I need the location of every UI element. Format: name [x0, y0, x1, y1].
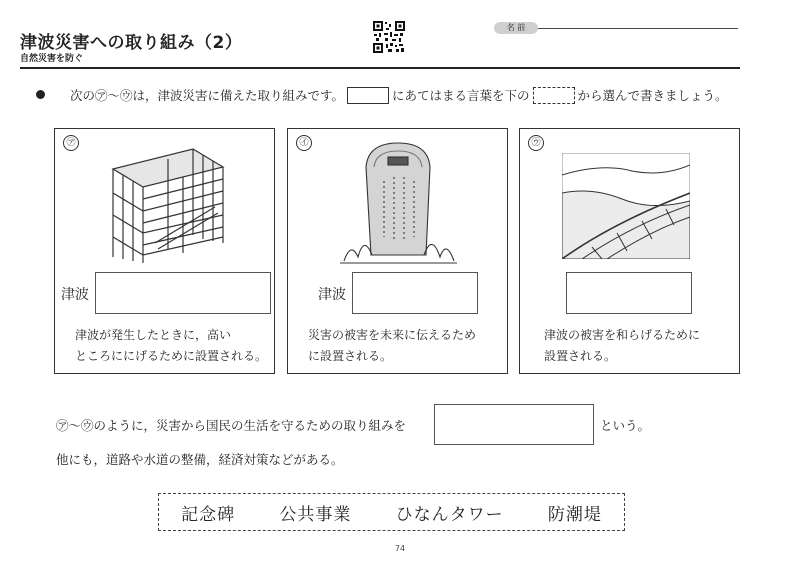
page-number: 74 — [394, 544, 406, 553]
seawall-image — [562, 153, 690, 259]
word-bank-item: ひなんタワー — [395, 504, 504, 525]
card-c-mark: ㋒ — [528, 135, 544, 151]
card-a-description — [75, 325, 267, 367]
extra-text: 他にも，道路や水道の整備，経済対策などがある。 — [56, 452, 344, 467]
answer-box-symbol — [347, 87, 389, 104]
word-bank-item: 記念碑 — [181, 504, 236, 525]
card-c-desc-line2: 設置される。 — [544, 349, 617, 363]
card-c-desc-line1: 津波の被害を和らげるために — [544, 328, 701, 342]
card-a-desc-line1: 津波が発生したときに，高い — [75, 328, 232, 342]
name-label: 名 前 — [494, 22, 538, 34]
card-c-description — [544, 325, 700, 367]
card-a-desc-line2: ところににげるために設置される。 — [75, 349, 268, 363]
word-bank-symbol — [533, 87, 575, 104]
summary-text-end: という。 — [600, 418, 651, 433]
bullet-icon — [36, 90, 45, 99]
card-b-answer-box[interactable] — [352, 272, 478, 314]
instruction-part2: にあてはまる言葉を下の — [392, 88, 530, 103]
header-rule — [20, 67, 740, 69]
card-a — [54, 128, 275, 374]
word-bank-item: 公共事業 — [279, 504, 352, 525]
memorial-stone-image — [336, 137, 461, 269]
name-line — [538, 28, 738, 29]
qr-code-icon — [372, 20, 406, 54]
page-title: 津波災害への取り組み（2） — [20, 33, 243, 53]
word-bank — [158, 493, 625, 531]
card-a-label: 津波 — [61, 287, 89, 303]
card-a-mark: ㋐ — [63, 135, 79, 151]
card-b-desc-line1: 災害の被害を未来に伝えるため — [308, 328, 477, 342]
card-b — [287, 128, 508, 374]
card-c-answer-box[interactable] — [566, 272, 692, 314]
card-c — [519, 128, 740, 374]
card-b-desc-line2: に設置される。 — [308, 349, 393, 363]
instruction-part1: 次の㋐～㋒は，津波災害に備えた取り組みです。 — [70, 88, 345, 103]
card-b-mark: ㋑ — [296, 135, 312, 151]
word-bank-item: 防潮堤 — [547, 504, 602, 525]
instruction-part3: から選んで書きましょう。 — [577, 88, 728, 103]
card-b-description — [308, 325, 476, 367]
summary-answer-box[interactable] — [434, 404, 594, 445]
card-a-answer-box[interactable] — [95, 272, 271, 314]
page-subtitle: 自然災害を防ぐ — [20, 54, 84, 64]
card-b-label: 津波 — [318, 287, 346, 303]
instruction — [70, 86, 728, 104]
evacuation-tower-image — [103, 139, 233, 267]
summary-text: ㋐～㋒のように，災害から国民の生活を守るための取り組みを — [56, 418, 407, 433]
